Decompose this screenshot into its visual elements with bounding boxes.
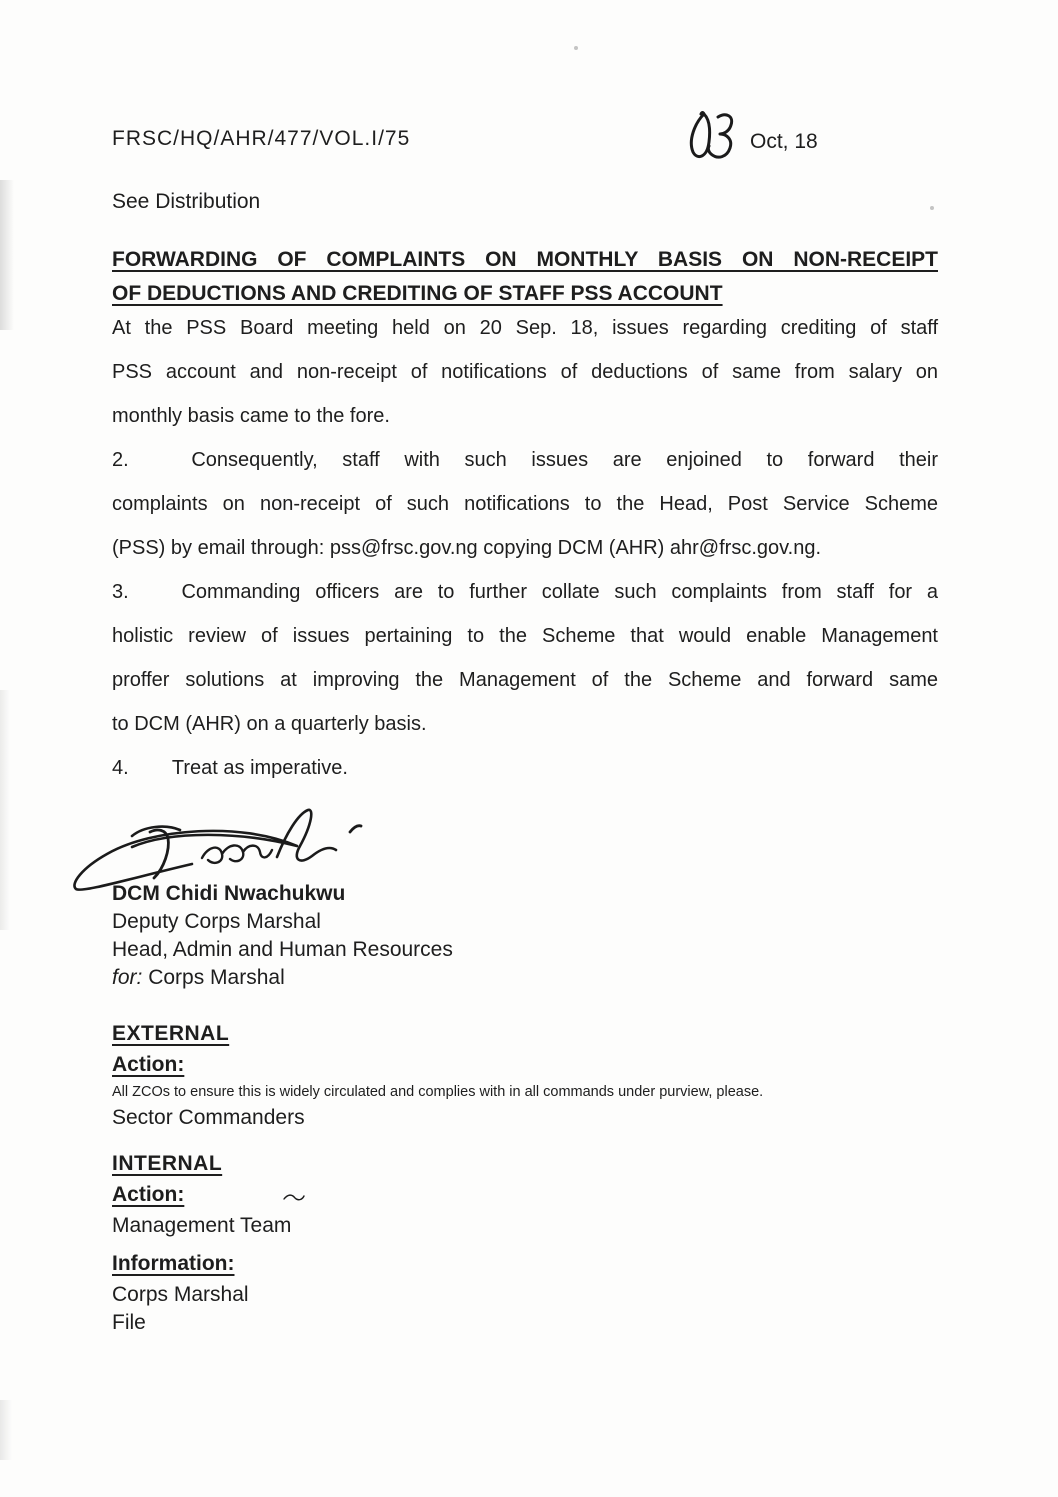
external-distribution bbox=[112, 1022, 952, 1132]
scan-artifact bbox=[0, 690, 10, 930]
body-line: monthly basis came to the fore. bbox=[112, 405, 390, 427]
internal-action-item: Management Team bbox=[112, 1214, 292, 1237]
date-block bbox=[680, 108, 818, 164]
signatory-for-line: for: Corps Marshal bbox=[112, 966, 285, 989]
body-line: holistic review of issues pertaining to the Scheme that would enable Management bbox=[112, 625, 938, 647]
signatory-block bbox=[112, 880, 453, 992]
title-line-2: OF DEDUCTIONS AND CREDITING OF STAFF PSS ACCOUNT bbox=[112, 282, 723, 305]
information-label: Information: bbox=[112, 1252, 235, 1275]
external-action-item: Sector Commanders bbox=[112, 1106, 305, 1129]
memo-body bbox=[112, 306, 938, 790]
paragraph-number: 3. bbox=[112, 581, 129, 603]
for-prefix: for: bbox=[112, 966, 143, 989]
signatory-rank: Deputy Corps Marshal bbox=[112, 910, 321, 933]
body-line: At the PSS Board meeting held on 20 Sep. 18, issues regarding crediting of staff bbox=[112, 317, 938, 339]
paragraph-number: 4. bbox=[112, 757, 129, 779]
paragraph-number: 2. bbox=[112, 449, 129, 471]
body-line: to DCM (AHR) on a quarterly basis. bbox=[112, 713, 427, 735]
internal-heading: INTERNAL bbox=[112, 1152, 223, 1175]
body-line: 4. Treat as imperative. bbox=[112, 757, 348, 779]
external-heading: EXTERNAL bbox=[112, 1022, 230, 1045]
body-line: complaints on non-receipt of such notifications to the Head, Post Service Scheme bbox=[112, 493, 938, 515]
scan-speck bbox=[930, 206, 934, 210]
body-line: 2. Consequently, staff with such issues are enjoined to forward their bbox=[112, 449, 938, 471]
scan-speck bbox=[574, 46, 578, 50]
information-item: Corps Marshal bbox=[112, 1283, 249, 1306]
date-text: Oct, 18 bbox=[750, 130, 818, 153]
external-action-label: Action: bbox=[112, 1053, 185, 1076]
information-distribution bbox=[112, 1252, 249, 1337]
signatory-name: DCM Chidi Nwachukwu bbox=[112, 882, 346, 905]
scan-artifact bbox=[0, 180, 14, 330]
salutation: See Distribution bbox=[112, 190, 261, 213]
body-line: proffer solutions at improving the Management of the Scheme and forward same bbox=[112, 669, 938, 691]
body-line: PSS account and non-receipt of notifications of deductions of same from salary on bbox=[112, 361, 938, 383]
internal-distribution bbox=[112, 1152, 291, 1240]
signatory-role: Head, Admin and Human Resources bbox=[112, 938, 453, 961]
handwritten-day-mark bbox=[680, 108, 742, 164]
reference-number: FRSC/HQ/AHR/477/VOL.I/75 bbox=[112, 127, 411, 150]
scan-artifact bbox=[0, 1400, 12, 1460]
body-line: (PSS) by email through: pss@frsc.gov.ng copying DCM (AHR) ahr@frsc.gov.ng. bbox=[112, 537, 821, 559]
title-line-1: FORWARDING OF COMPLAINTS ON MONTHLY BASIS ON NON-RECEIPT bbox=[112, 248, 938, 271]
body-line: 3. Commanding officers are to further collate such complaints from staff for a bbox=[112, 581, 938, 603]
memo-title bbox=[112, 243, 938, 311]
external-note: All ZCOs to ensure this is widely circulated and complies with in all commands under purview, please. bbox=[112, 1084, 764, 1100]
information-item: File bbox=[112, 1311, 146, 1334]
internal-action-label: Action: bbox=[112, 1183, 185, 1206]
